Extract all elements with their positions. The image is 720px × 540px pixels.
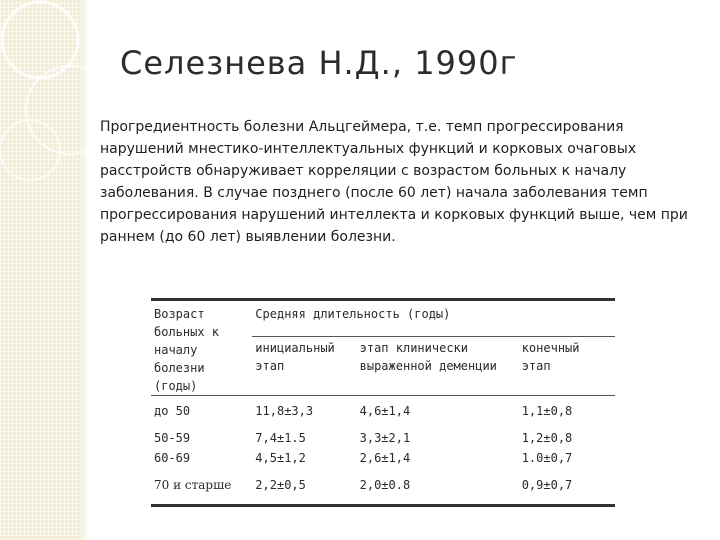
slide-title: Селезнева Н.Д., 1990г <box>120 44 518 82</box>
cell-final: 1,1±0,8 <box>519 396 615 421</box>
cell-age: 50-59 <box>154 431 191 445</box>
cell-age: 70 и старше <box>151 467 252 506</box>
cell-clinical: 2,6±1,4 <box>359 451 411 465</box>
slide-body-text: Прогредиентность болезни Альцгеймера, т.е. темп прогрессирования нарушений мнестико-интеллектуальных функций и корковых очаговых расстройств обнаруживает корреляции с возрастом больных к началу заболевания. В случае позднего (после 60 лет) начала заболевания темп прогрессирования нарушений интеллекта и корковых функций выше, чем при раннем (до 60 лет) выявлении болезни. <box>100 119 688 245</box>
cell-initial: 7,4±1.5 <box>255 431 306 445</box>
cell-clinical: 2,0±0.8 <box>357 467 519 506</box>
cell-initial: 4,5±1,2 <box>255 451 306 465</box>
cell-age: до 50 <box>151 396 252 421</box>
subheader-initial-stage: инициальный этап <box>252 336 356 395</box>
table-row <box>151 396 615 421</box>
cell-clinical: 4,6±1,4 <box>357 396 519 421</box>
cell-initial: 2,2±0,5 <box>252 467 356 506</box>
table-row <box>151 467 615 506</box>
subheader-final-stage: конечный этап <box>519 336 615 395</box>
cell-final: 1,2±0,8 <box>521 431 573 445</box>
table-row <box>151 420 615 447</box>
header-mean-duration: Средняя длительность (годы) <box>252 300 615 337</box>
header-age-column: Возраст больных к началу болезни (годы) <box>151 300 252 396</box>
cell-final: 1.0±0,7 <box>521 451 573 465</box>
cell-final: 0,9±0,7 <box>519 467 615 506</box>
cell-age: 60-69 <box>154 451 191 465</box>
cell-initial: 11,8±3,3 <box>252 396 356 421</box>
cell-clinical: 3,3±2,1 <box>359 431 411 445</box>
subheader-clinical-stage: этап клинически выраженной деменции <box>357 336 519 395</box>
table-row <box>151 447 615 467</box>
age-duration-table <box>151 298 615 507</box>
